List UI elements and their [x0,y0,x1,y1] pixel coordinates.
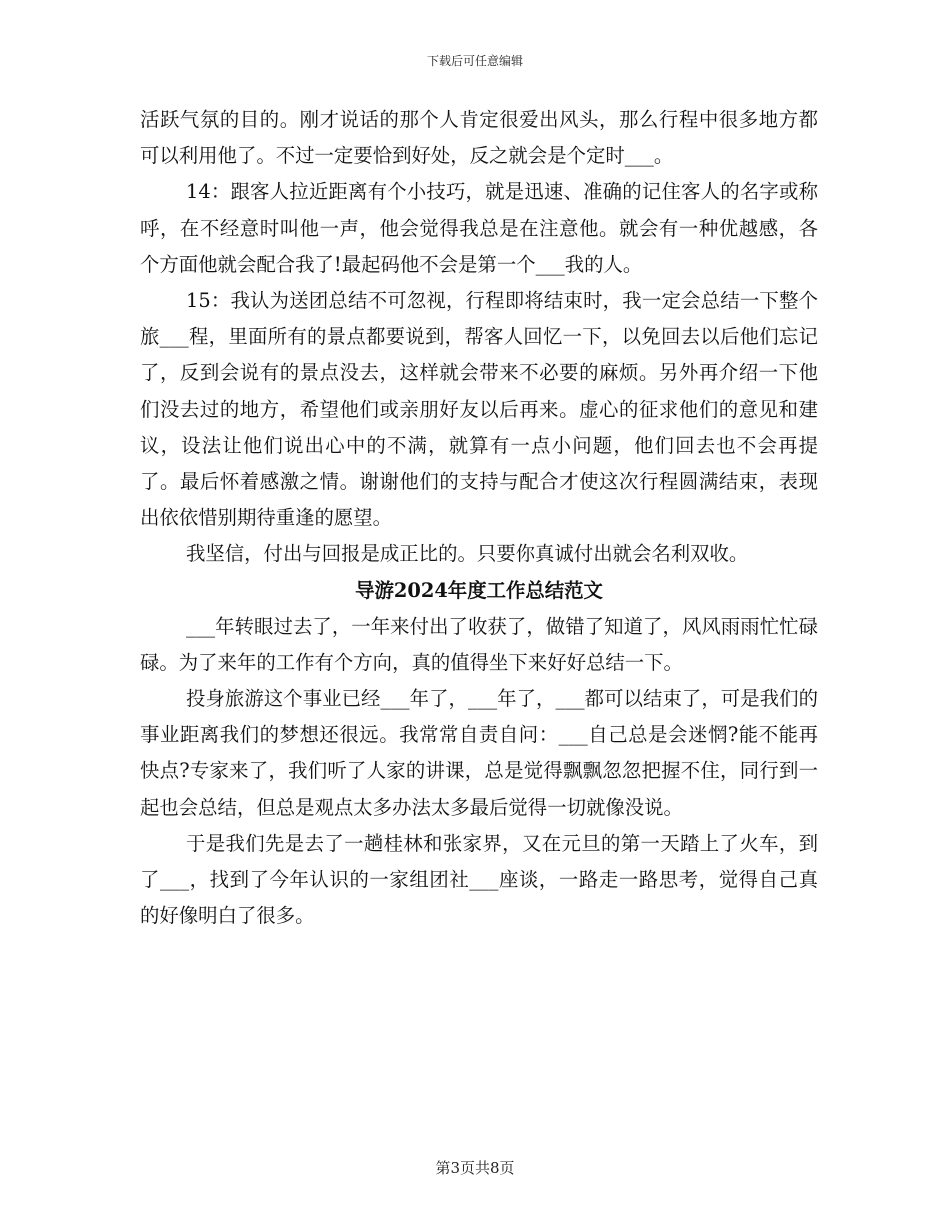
paragraph-continuation: 活跃气氛的目的。刚才说话的那个人肯定很爱出风头，那么行程中很多地方都可以利用他了。不过一定要恰到好处，反之就会是个定时___。 [140,108,818,168]
paragraph-career: 投身旅游这个事业已经___年了，___年了，___都可以结束了，可是我们的事业距离我们的梦想还很远。我常常自责自问：___自己总是会迷惘?能不能再快点?专家来了，我们听了人家的讲课，总是觉得飘飘忽忽把握不住，同行到一起也会总结，但总是观点太多办法太多最后觉得一切就像没说。 [140,687,818,819]
section-title: 导游2024年度工作总结范文 [355,578,603,602]
paragraph-travel: 于是我们先是去了一趟桂林和张家界，又在元旦的第一天踏上了火车，到了___，找到了今年认识的一家组团社___座谈，一路走一路思考，觉得自己真的好像明白了很多。 [140,831,818,928]
page-header: 下载后可任意编辑 [426,54,523,68]
paragraph-intro: ___年转眼过去了，一年来付出了收获了，做错了知道了，风风雨雨忙忙碌碌。为了来年的工作有个方向，真的值得坐下来好好总结一下。 [140,614,818,674]
paragraph-conclusion: 我坚信，付出与回报是成正比的。只要你真诚付出就会名利双收。 [186,542,749,566]
document-body [140,102,818,934]
paragraph-tip-14: 14：跟客人拉近距离有个小技巧，就是迅速、准确的记住客人的名字或称呼，在不经意时叫他一声，他会觉得我总是在注意他。就会有一种优越感，各个方面他就会配合我了!最起码他不会是第一个___我的人。 [140,180,818,276]
page-footer: 第3页共8页 [435,1159,515,1177]
paragraph-tip-15: 15：我认为送团总结不可忽视，行程即将结束时，我一定会总结一下整个旅___程，里面所有的景点都要说到，帮客人回忆一下，以免回去以后他们忘记了，反到会说有的景点没去，这样就会带来不必要的麻烦。另外再介绍一下他们没去过的地方，希望他们或亲朋好友以后再来。虚心的征求他们的意见和建议，设法让他们说出心中的不满，就算有一点小问题，他们回去也不会再提了。最后怀着感激之情。谢谢他们的支持与配合才使这次行程圆满结束，表现出依依惜别期待重逢的愿望。 [140,289,818,530]
